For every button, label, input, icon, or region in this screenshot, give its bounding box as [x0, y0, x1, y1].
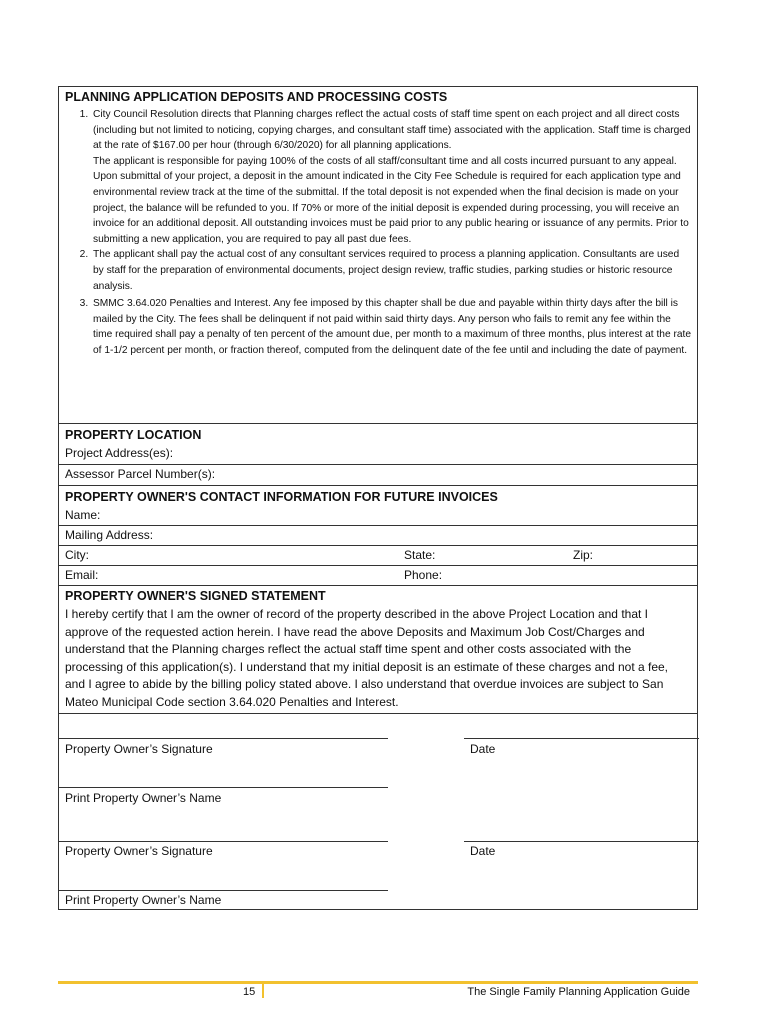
parcel-number-label: Assessor Parcel Number(s):: [65, 467, 216, 481]
print-name-line-2[interactable]: [59, 890, 388, 891]
deposits-item-1-p3: Upon submittal of your project, a deposit in the amount indicated in the City Fee Schedule is required for each application type and environmental review track at the time of the submittal. If the total deposit is not expended when the final decision is made on your project, the balance will be refunded to you. If 70% or more of the initial deposit is expended during processing, you will receive an invoice for an additional deposit. All outstanding invoices must be paid prior to any public hearing or issuance of any permits. Prior to submitting a new application, you are required to pay all past due fees.: [93, 171, 689, 245]
email-label: Email:: [65, 568, 99, 582]
deposits-item-3: 3. SMMC 3.64.020 Penalties and Interest. Any fee imposed by this chapter shall be due and payable within thirty days after the bill is mailed by the City. The fees shall be delinquent if not paid within said thirty days. Any person who fails to remit any fee within the time required shall pay a penalty of ten percent of the amount due, per month to a maximum of three months, plus interest at the rate of 1-1/2 percent per month, or fraction thereof, computed from the delinquent date of the fee until and including the date of payment.: [91, 296, 691, 358]
contact-section: [58, 486, 698, 586]
mailing-address-label: Mailing Address:: [65, 528, 154, 542]
statement-text: I hereby certify that I am the owner of record of the property described in the above Project Location and that I approve of the requested action herein. I have read the above Deposits and Maximum Job Cost/Charges and understand that the Planning charges reflect the actual staff time spent and other costs associated with the processing of this application(s). I understand that my initial deposit is an estimate of these charges and not a fee, and I agree to abide by the billing policy stated above. I also understand that overdue invoices are subject to San Mateo Municipal Code section 3.64.020 Penalties and Interest.: [65, 607, 669, 709]
state-label: State:: [404, 548, 436, 562]
guide-title: The Single Family Planning Application Guide: [467, 986, 690, 998]
project-address-label: Project Address(es):: [65, 446, 174, 460]
signature-line-2[interactable]: [59, 841, 388, 842]
mailing-address-row[interactable]: [59, 525, 697, 546]
signature-section: [58, 714, 698, 910]
date-label-1: Date: [470, 742, 496, 756]
parcel-number-row[interactable]: [59, 464, 697, 485]
print-name-line-1[interactable]: [59, 787, 388, 788]
footer-rule: [58, 981, 698, 984]
deposits-item-1-p1: 1. City Council Resolution directs that Planning charges reflect the actual costs of staff time spent on each project and all direct costs (including but not limited to noticing, copying charges, and consultant staff time) associated with the application. Staff time is charged at the rate of $167.00 per hour (through 6/30/2020) for all planning applications.: [93, 109, 691, 152]
signature-line-1[interactable]: [59, 738, 388, 739]
print-name-label-1: Print Property Owner’s Name: [65, 791, 222, 805]
deposits-item-1: [91, 107, 691, 247]
date-line-1[interactable]: [464, 738, 699, 739]
deposits-section: [58, 86, 698, 424]
city-state-zip-row[interactable]: [59, 545, 697, 566]
owner-name-label: Name:: [65, 508, 101, 522]
email-phone-row[interactable]: [59, 565, 697, 586]
location-section: [58, 424, 698, 486]
statement-section: [58, 586, 698, 714]
page-number: 15: [243, 986, 256, 998]
signature-label-1: Property Owner’s Signature: [65, 742, 213, 756]
project-address-field[interactable]: [65, 446, 173, 460]
signature-label-2: Property Owner’s Signature: [65, 844, 213, 858]
page-number-divider: [262, 984, 264, 998]
deposits-item-2: 2. The applicant shall pay the actual cost of any consultant services required to process a planning application. Consultants are used by staff for the preparation of environmental documents, project design review, traffic studies, parking studies or historic resource analysis.: [91, 247, 691, 294]
deposits-list: [65, 107, 691, 359]
print-name-label-2: Print Property Owner’s Name: [65, 893, 222, 907]
location-title: PROPERTY LOCATION: [65, 428, 202, 442]
date-label-2: Date: [470, 844, 496, 858]
deposits-item-1-p2: The applicant is responsible for paying 100% of the costs of all staff/consultant time and all costs incurred pursuant to any appeal.: [93, 155, 677, 167]
date-line-2[interactable]: [464, 841, 699, 842]
zip-label: Zip:: [573, 548, 594, 562]
phone-label: Phone:: [404, 568, 443, 582]
deposits-title: PLANNING APPLICATION DEPOSITS AND PROCESSING COSTS: [65, 90, 448, 104]
city-label: City:: [65, 548, 89, 562]
owner-name-field[interactable]: [65, 508, 100, 522]
statement-title: PROPERTY OWNER'S SIGNED STATEMENT: [65, 589, 326, 603]
contact-title: PROPERTY OWNER'S CONTACT INFORMATION FOR FUTURE INVOICES: [65, 490, 498, 504]
